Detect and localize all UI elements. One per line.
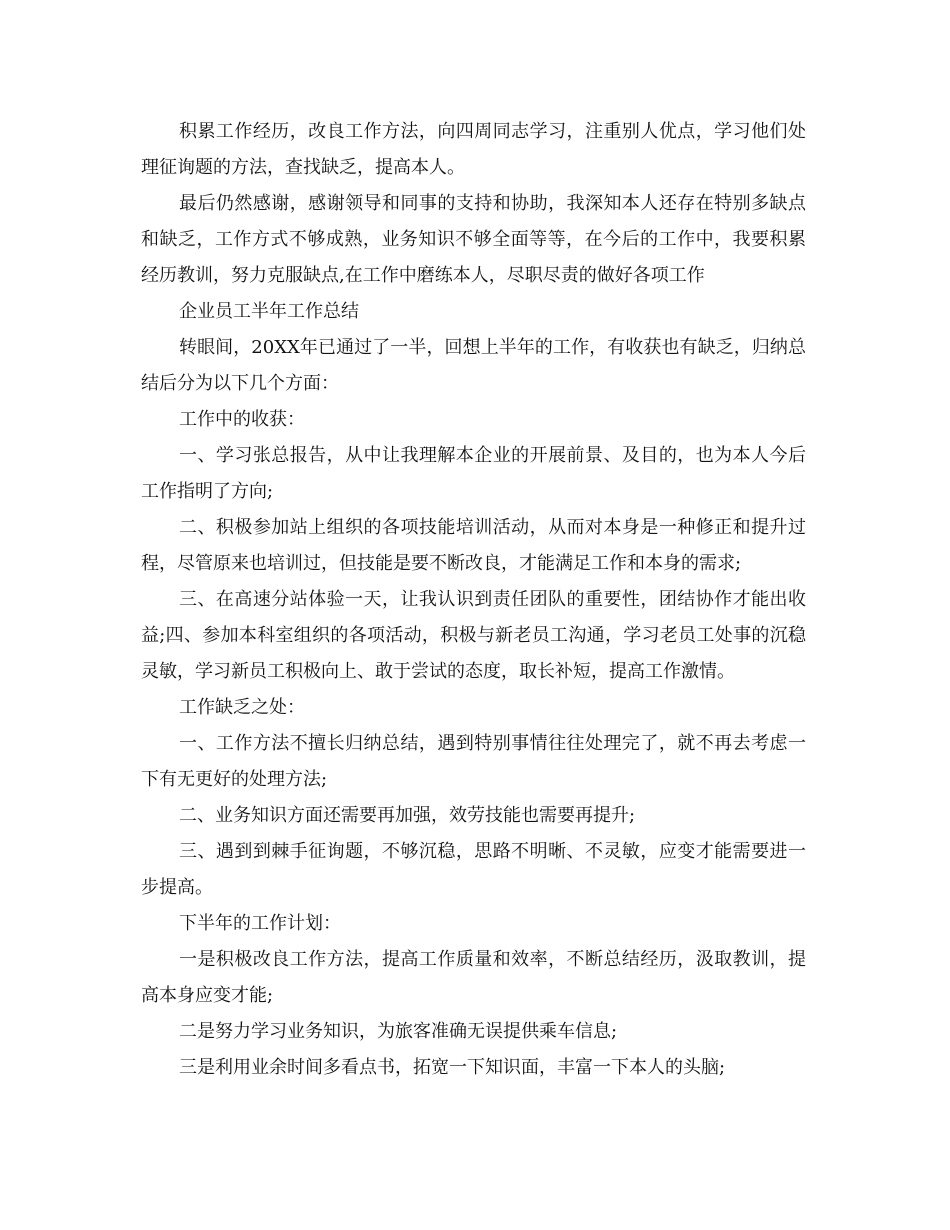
paragraph: 最后仍然感谢，感谢领导和同事的支持和协助，我深知本人还存在特别多缺点和缺乏，工作方式不够成熟，业务知识不够全面等等，在今后的工作中，我要积累经历教训，努力克服缺点,在工作中磨练本人，尽职尽责的做好各项工作	[141, 193, 806, 286]
list-item: 一、工作方法不擅长归纳总结，遇到特别事情往往处理完了，就不再去考虑一下有无更好的处理方法;	[141, 733, 806, 790]
list-item: 三是利用业余时间多看点书，拓宽一下知识面，丰富一下本人的头脑;	[179, 1057, 726, 1078]
section-heading: 下半年的工作计划：	[179, 913, 341, 934]
list-item: 二是努力学习业务知识，为旅客准确无误提供乘车信息;	[179, 1021, 618, 1042]
list-item: 二、积极参加站上组织的各项技能培训活动，从而对本身是一种修正和提升过程，尽管原来也培训过，但技能是要不断改良，才能满足工作和本身的需求;	[141, 517, 806, 574]
paragraph: 积累工作经历，改良工作方法，向四周同志学习，注重别人优点，学习他们处理征询题的方法，查找缺乏，提高本人。	[141, 121, 806, 178]
paragraph: 转眼间，20XX年已通过了一半，回想上半年的工作，有收获也有缺乏，归纳总结后分为以下几个方面：	[141, 337, 806, 394]
section-heading: 工作缺乏之处：	[179, 697, 305, 718]
list-item: 一是积极改良工作方法，提高工作质量和效率，不断总结经历，汲取教训，提高本身应变才能;	[141, 949, 806, 1006]
section-heading: 工作中的收获：	[179, 409, 305, 430]
list-item: 三、遇到到棘手征询题，不够沉稳，思路不明晰、不灵敏，应变才能需要进一步提高。	[141, 841, 806, 898]
section-title: 企业员工半年工作总结	[179, 301, 359, 322]
list-item: 二、业务知识方面还需要再加强，效劳技能也需要再提升;	[179, 805, 636, 826]
list-item: 三、在高速分站体验一天，让我认识到责任团队的重要性，团结协作才能出收益;四、参加本科室组织的各项活动，积极与新老员工沟通，学习老员工处事的沉稳灵敏，学习新员工积极向上、敢于尝试的态度，取长补短，提高工作激情。	[141, 589, 806, 682]
list-item: 一、学习张总报告，从中让我理解本企业的开展前景、及目的，也为本人今后工作指明了方向;	[141, 445, 806, 502]
document-body	[141, 114, 806, 1086]
